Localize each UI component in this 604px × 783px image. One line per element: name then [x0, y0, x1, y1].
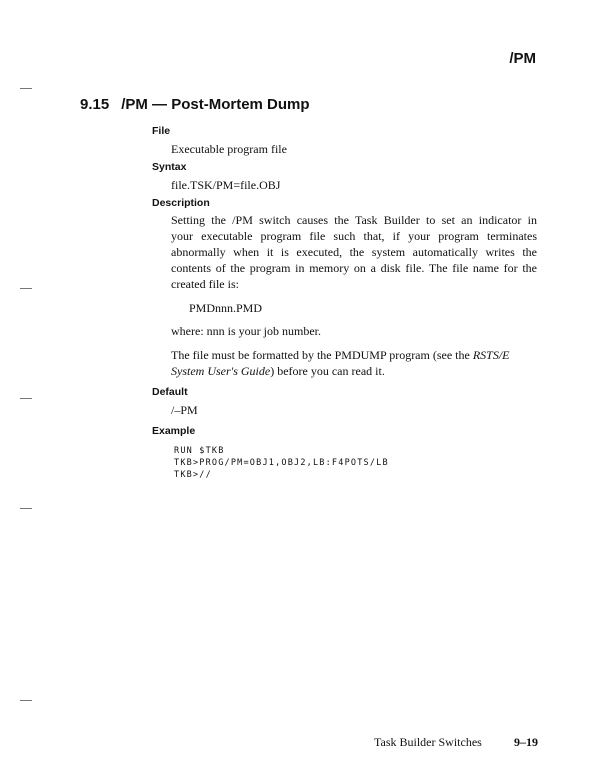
example-line: TKB>//: [174, 470, 212, 480]
format-note-italic-2: System User's Guide: [171, 364, 271, 378]
footer-label: Task Builder Switches: [374, 735, 482, 749]
margin-mark: [20, 398, 32, 399]
default-heading: Default: [152, 386, 188, 398]
description-line: your executable program file such that, if your program terminates: [171, 229, 537, 243]
description-line: created file is:: [171, 277, 239, 291]
description-heading: Description: [152, 197, 210, 209]
format-note-suffix: ) before you can read it.: [270, 364, 385, 378]
default-text: /–PM: [171, 403, 198, 417]
format-note-prefix: The file must be formatted by the PMDUMP program (see the: [171, 348, 470, 362]
margin-mark: [20, 88, 32, 89]
where-text: where: nnn is your job number.: [171, 324, 321, 338]
example-heading: Example: [152, 425, 196, 437]
description-line: contents of the program in memory on a disk file. The file name for the: [171, 261, 537, 275]
section-title: [80, 96, 310, 113]
example-line: TKB>PROG/PM=OBJ1,OBJ2,LB:F4POTS/LB: [174, 458, 389, 468]
margin-mark: [20, 700, 32, 701]
running-head: /PM: [509, 50, 536, 67]
page-number: 9–19: [514, 735, 538, 749]
section-number: 9.15: [80, 96, 110, 113]
file-heading: File: [152, 125, 171, 137]
example-line: RUN $TKB: [174, 446, 225, 456]
description-line: abnormally when it is executed, the system automatically writes the: [171, 245, 537, 259]
file-text: Executable program file: [171, 142, 287, 156]
margin-mark: [20, 508, 32, 509]
syntax-text: file.TSK/PM=file.OBJ: [171, 178, 281, 192]
syntax-heading: Syntax: [152, 161, 187, 173]
format-note-italic-1: RSTS/E: [472, 348, 510, 362]
filename-example: PMDnnn.PMD: [189, 301, 263, 315]
format-note: [171, 347, 537, 379]
description-line: Setting the /PM switch causes the Task Builder to set an indicator in: [171, 213, 537, 227]
section-title-text: /PM — Post-Mortem Dump: [121, 96, 310, 113]
margin-mark: [20, 288, 32, 289]
